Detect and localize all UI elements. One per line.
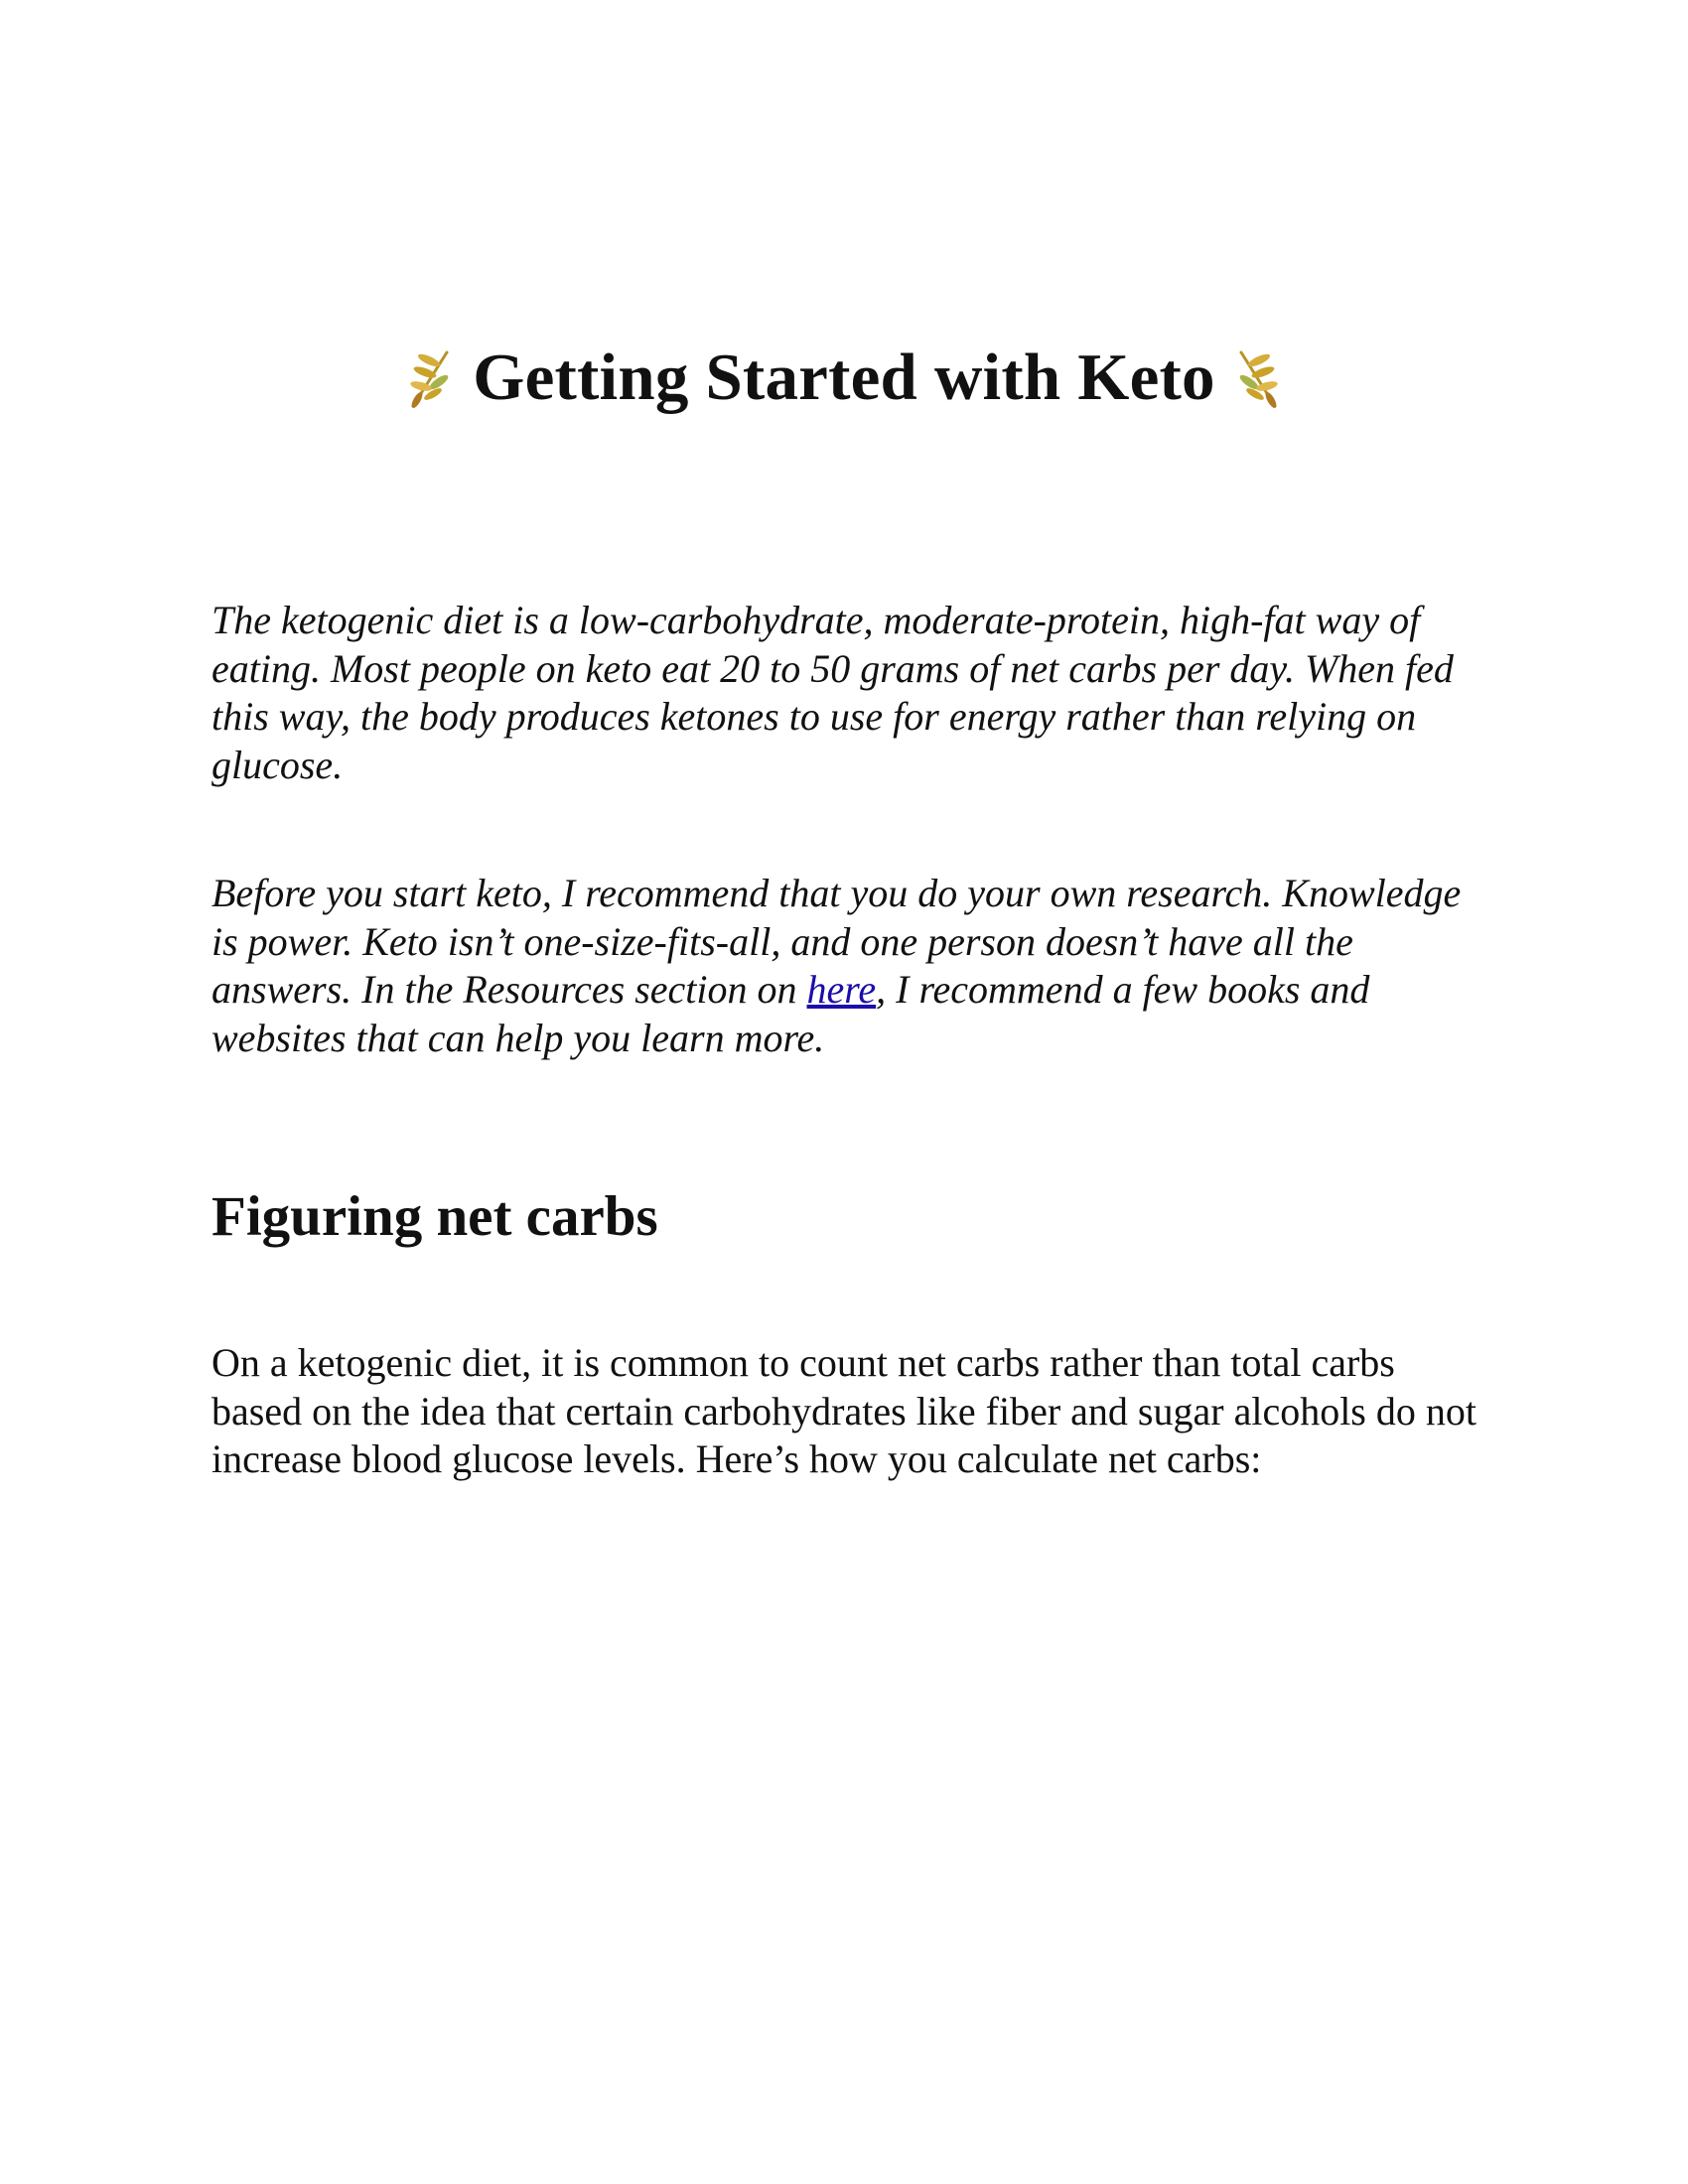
title-row xyxy=(0,328,1688,427)
research-paragraph xyxy=(211,870,1492,1062)
net-carbs-paragraph: On a ketogenic diet, it is common to count net carbs rather than total carbs based on the idea that certain carbohydrates like fiber and sugar alcohols do not increase blood glucose levels. Here’s how you calculate net carbs: xyxy=(211,1340,1477,1481)
section-heading: Figuring net carbs xyxy=(211,1185,658,1248)
page-title: Getting Started with Keto xyxy=(473,340,1215,414)
research-paragraph-text: Before you start keto, I recommend that you do your own research. Knowledge is power. Keto isn’t one-size-fits-all, and one person doesn’t have all the answers. In the Resources section on xyxy=(211,871,1462,1012)
wheat-sprig-icon xyxy=(407,342,455,412)
intro-paragraph: The ketogenic diet is a low-carbohydrate, moderate-protein, high-fat way of eating. Most people on keto eat 20 to 50 grams of net carbs per day. When fed this way, the body produces ketones to use for energy rather than relying on glucose. xyxy=(211,598,1454,787)
wheat-sprig-icon xyxy=(1233,342,1281,412)
resources-link[interactable]: here xyxy=(806,967,877,1012)
research-paragraph-text-end: , I recommend a few books and websites that can help you learn more. xyxy=(211,967,1370,1060)
